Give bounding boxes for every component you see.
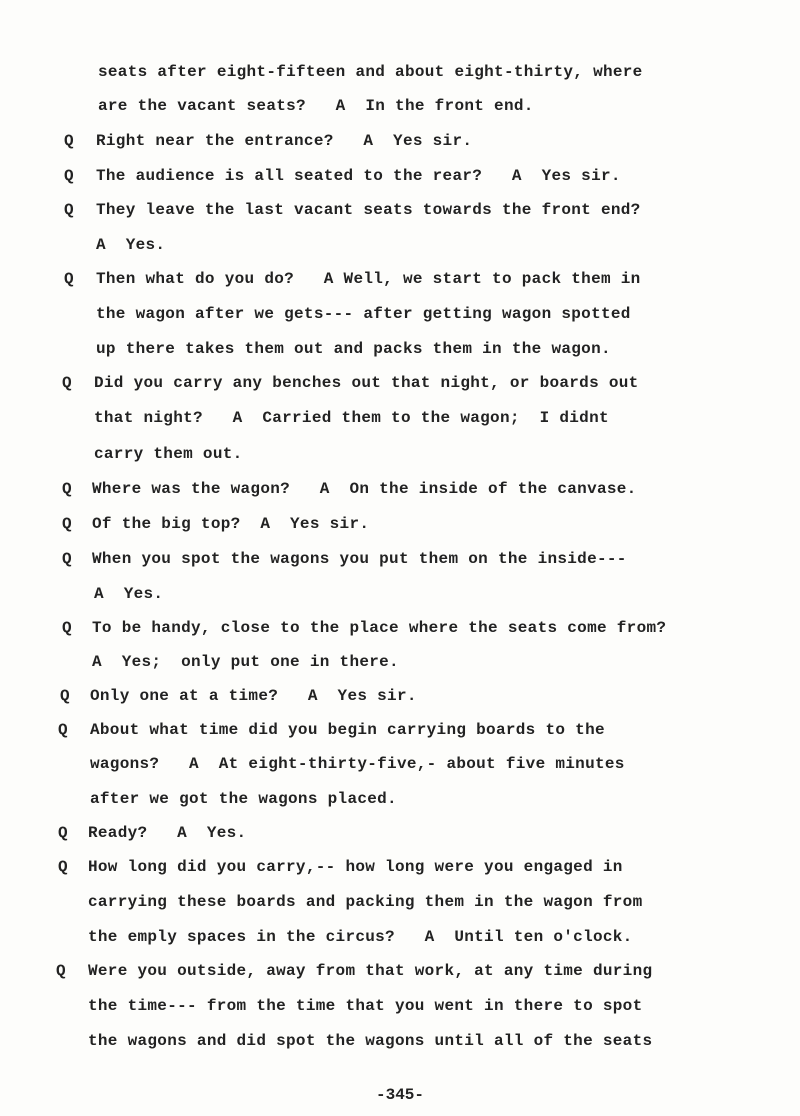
transcript-line: Right near the entrance? A Yes sir.: [96, 132, 473, 150]
transcript-line: the emply spaces in the circus? A Until ten o'clock.: [88, 928, 633, 946]
transcript-line: A Yes.: [96, 236, 166, 254]
transcript-line: About what time did you begin carrying boards to the: [90, 721, 605, 739]
transcript-line: wagons? A At eight-thirty-five,- about five minutes: [90, 755, 625, 773]
transcript-line: seats after eight-fifteen and about eight-thirty, where: [98, 63, 643, 81]
transcript-line: A Yes; only put one in there.: [92, 653, 399, 671]
question-marker: Q: [64, 167, 74, 185]
question-marker: Q: [58, 858, 68, 876]
question-marker: Q: [62, 515, 72, 533]
transcript-line: Of the big top? A Yes sir.: [92, 515, 370, 533]
transcript-line: that night? A Carried them to the wagon; I didnt: [94, 409, 609, 427]
transcript-line: carry them out.: [94, 445, 243, 463]
transcript-line: the wagons and did spot the wagons until all of the seats: [88, 1032, 653, 1050]
transcript-line: Then what do you do? A Well, we start to pack them in: [96, 270, 641, 288]
transcript-line: the time--- from the time that you went in there to spot: [88, 997, 643, 1015]
transcript-line: They leave the last vacant seats towards the front end?: [96, 201, 641, 219]
question-marker: Q: [60, 687, 70, 705]
transcript-line: the wagon after we gets--- after getting wagon spotted: [96, 305, 631, 323]
transcript-line: are the vacant seats? A In the front end.: [98, 97, 534, 115]
transcript-line: up there takes them out and packs them in the wagon.: [96, 340, 611, 358]
question-marker: Q: [64, 132, 74, 150]
transcript-line: To be handy, close to the place where the seats come from?: [92, 619, 667, 637]
question-marker: Q: [64, 201, 74, 219]
question-marker: Q: [64, 270, 74, 288]
transcript-line: The audience is all seated to the rear? A Yes sir.: [96, 167, 621, 185]
page-number: -345-: [375, 1086, 424, 1104]
transcript-line: Did you carry any benches out that night, or boards out: [94, 374, 639, 392]
transcript-line: carrying these boards and packing them in the wagon from: [88, 893, 643, 911]
question-marker: Q: [62, 374, 72, 392]
question-marker: Q: [62, 550, 72, 568]
transcript-line: When you spot the wagons you put them on the inside---: [92, 550, 627, 568]
transcript-line: A Yes.: [94, 585, 164, 603]
transcript-line: Where was the wagon? A On the inside of the canvase.: [92, 480, 637, 498]
question-marker: Q: [56, 962, 66, 980]
question-marker: Q: [62, 480, 72, 498]
transcript-line: Only one at a time? A Yes sir.: [90, 687, 417, 705]
transcript-line: Ready? A Yes.: [88, 824, 247, 842]
question-marker: Q: [62, 619, 72, 637]
question-marker: Q: [58, 721, 68, 739]
transcript-line: after we got the wagons placed.: [90, 790, 397, 808]
question-marker: Q: [58, 824, 68, 842]
transcript-line: Were you outside, away from that work, at any time during: [88, 962, 653, 980]
transcript-line: How long did you carry,-- how long were you engaged in: [88, 858, 623, 876]
